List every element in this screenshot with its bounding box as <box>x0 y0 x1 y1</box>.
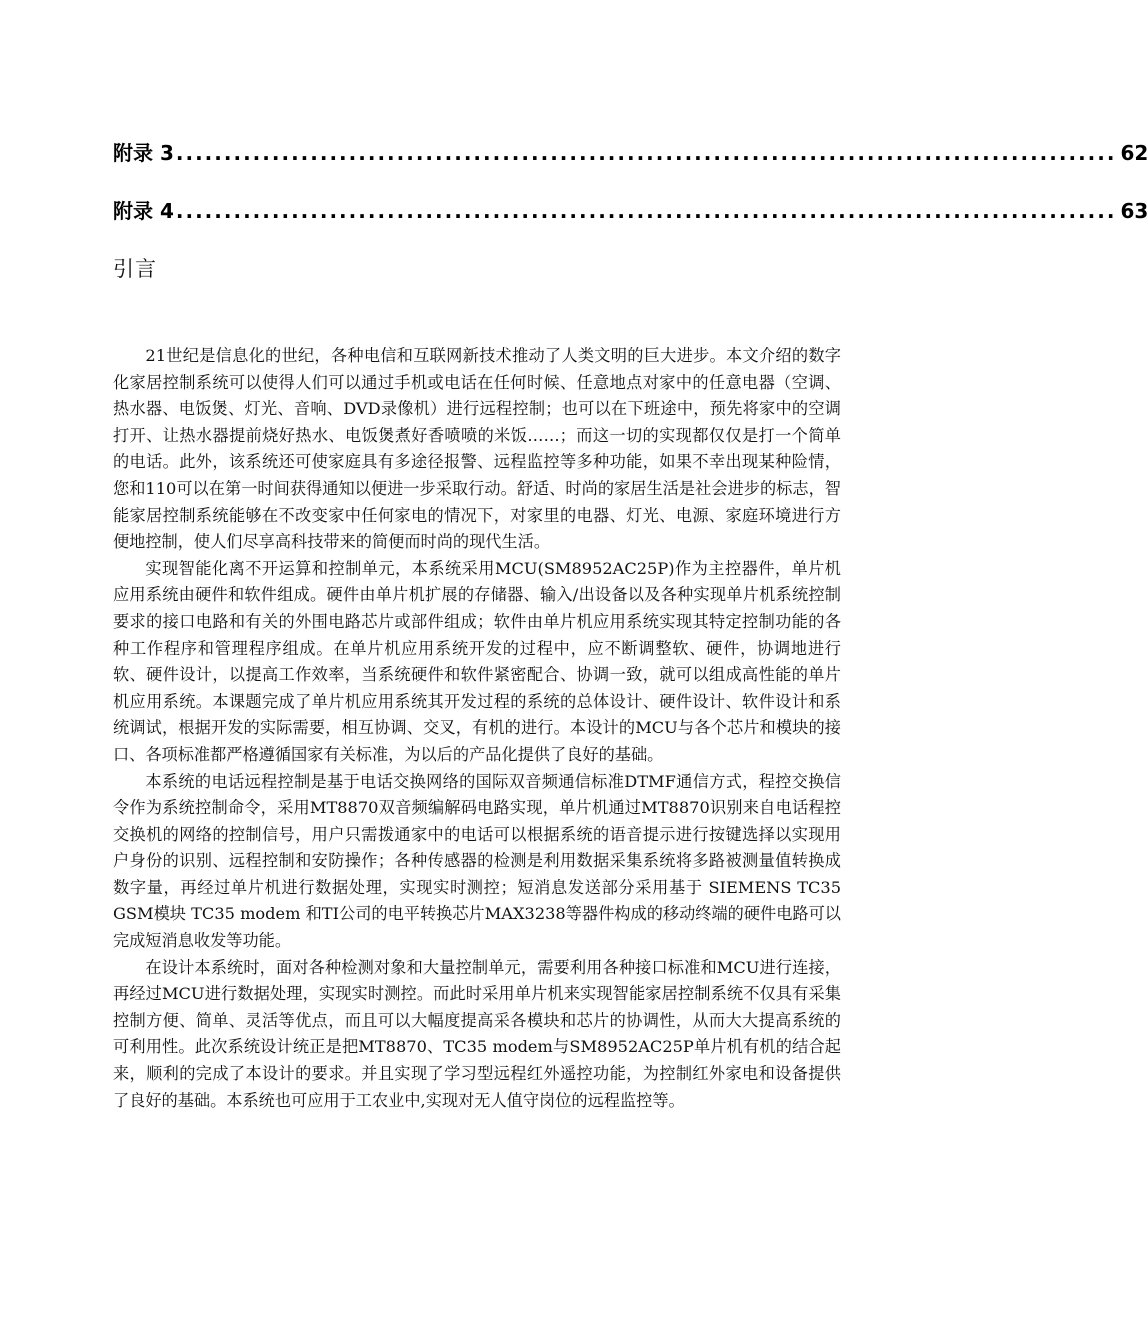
section-heading-introduction: 引言 <box>113 257 157 281</box>
toc-dot-leader: .................................................................................................. <box>175 199 1117 223</box>
toc-dot-leader: .................................................................................................. <box>175 141 1117 165</box>
toc-entry-label: 附录 4 <box>113 199 174 223</box>
toc-entry-appendix-3[interactable] <box>113 124 1148 182</box>
body-paragraph: 本系统的电话远程控制是基于电话交换网络的国际双音频通信标准DTMF通信方式，程控交换信令作为系统控制命令，采用MT8870双音频编解码电路实现，单片机通过MT8870识别来自电话程控交换机的网络的控制信号，用户只需拨通家中的电话可以根据系统的语音提示进行按键选择以实现用户身份的识别、远程控制和安防操作；各种传感器的检测是利用数据采集系统将多路被测量值转换成数字量，再经过单片机进行数据处理，实现实时测控；短消息发送部分采用基于 SIEMENS TC35 GSM模块 TC35 modem 和TI公司的电平转换芯片MAX3238等器件构成的移动终端的硬件电路可以完成短消息收发等功能。 <box>113 771 841 951</box>
table-of-contents <box>113 124 1148 240</box>
introduction-body <box>113 343 841 1114</box>
toc-entry-page-number: 63 <box>1120 199 1148 223</box>
body-paragraph: 21世纪是信息化的世纪，各种电信和互联网新技术推动了人类文明的巨大进步。本文介绍的数字化家居控制系统可以使得人们可以通过手机或电话在任何时候、任意地点对家中的任意电器（空调、热水器、电饭煲、灯光、音响、DVD录像机）进行远程控制；也可以在下班途中，预先将家中的空调打开、让热水器提前烧好热水、电饭煲煮好香喷喷的米饭……；而这一切的实现都仅仅是打一个简单的电话。此外，该系统还可使家庭具有多途径报警、远程监控等多种功能，如果不幸出现某种险情，您和110可以在第一时间获得通知以便进一步采取行动。舒适、时尚的家居生活是社会进步的标志，智能家居控制系统能够在不改变家中任何家电的情况下，对家里的电器、灯光、电源、家庭环境进行方便地控制，使人们尽享高科技带来的简便而时尚的现代生活。 <box>113 346 841 552</box>
toc-entry-page-number: 62 <box>1120 141 1148 165</box>
toc-entry-label: 附录 3 <box>113 141 174 165</box>
toc-entry-appendix-4[interactable] <box>113 182 1148 240</box>
body-paragraph: 在设计本系统时，面对各种检测对象和大量控制单元，需要利用各种接口标准和MCU进行连接，再经过MCU进行数据处理，实现实时测控。而此时采用单片机来实现智能家居控制系统不仅具有采集控制方便、简单、灵活等优点，而且可以大幅度提高采各模块和芯片的协调性，从而大大提高系统的可利用性。此次系统设计统正是把MT8870、TC35 modem与SM8952AC25P单片机有机的结合起来，顺利的完成了本设计的要求。并且实现了学习型远程红外遥控功能，为控制红外家电和设备提供了良好的基础。本系统也可应用于工农业中,实现对无人值守岗位的远程监控等。 <box>113 957 841 1110</box>
body-paragraph: 实现智能化离不开运算和控制单元，本系统采用MCU(SM8952AC25P)作为主控器件，单片机应用系统由硬件和软件组成。硬件由单片机扩展的存储器、输入/出设备以及各种实现单片机系统控制要求的接口电路和有关的外围电路芯片或部件组成；软件由单片机应用系统实现其特定控制功能的各种工作程序和管理程序组成。在单片机应用系统开发的过程中，应不断调整软、硬件，协调地进行软、硬件设计，以提高工作效率，当系统硬件和软件紧密配合、协调一致，就可以组成高性能的单片机应用系统。本课题完成了单片机应用系统其开发过程的系统的总体设计、硬件设计、软件设计和系统调试，根据开发的实际需要，相互协调、交叉，有机的进行。本设计的MCU与各个芯片和模块的接口、各项标准都严格遵循国家有关标准，为以后的产品化提供了良好的基础。 <box>113 558 841 764</box>
